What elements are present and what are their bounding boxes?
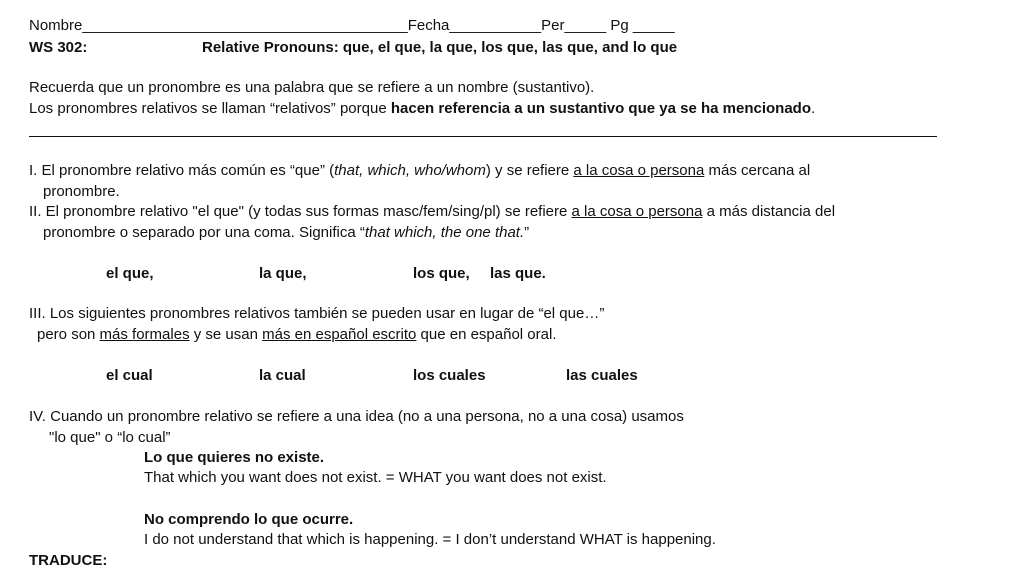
- form-las-cuales: las cuales: [566, 367, 638, 384]
- divider-line: [29, 136, 937, 137]
- form-la-cual: la cual: [259, 367, 306, 384]
- intro-line-2: [29, 99, 815, 119]
- section-4-line: IV. Cuando un pronombre relativo se refiere a una idea (no a una persona, no a una cosa) usamos: [29, 408, 684, 425]
- form-los-que: los que,: [413, 265, 470, 282]
- form-el-cual: el cual: [106, 367, 153, 384]
- section-2-continuation: [43, 223, 529, 243]
- section-1-line: [29, 161, 810, 181]
- intro-text: Los pronombres relativos se llaman “relativos” porque: [29, 100, 391, 117]
- intro-emphasis: hacen referencia a un sustantivo que ya se ha mencionado: [390, 100, 811, 117]
- s1-text-a: I. El pronombre relativo más común es “que” (: [29, 162, 335, 179]
- s1-underlined: a la cosa o persona: [573, 162, 705, 179]
- s3-text-c: que en español oral.: [416, 326, 557, 343]
- example-1-spanish: Lo que quieres no existe.: [144, 449, 325, 466]
- form-las-que: las que.: [490, 265, 546, 282]
- section-4-continuation: "lo que" o “lo cual”: [49, 429, 171, 446]
- traduce-heading: TRADUCE:: [29, 552, 108, 569]
- form-el-que: el que,: [106, 265, 154, 282]
- s1-text-b: ) y se refiere: [485, 162, 574, 179]
- s2-text-a: II. El pronombre relativo "el que" (y todas sus formas masc/fem/sing/pl) se refiere: [29, 203, 572, 220]
- example-1-english: That which you want does not exist. = WHAT you want does not exist.: [144, 469, 607, 486]
- name-date-period-line: Nombre_______________________________________Fecha___________Per_____ Pg _____: [29, 17, 675, 34]
- s3-underlined-1: más formales: [99, 326, 190, 343]
- section-2-line: [29, 202, 835, 222]
- s1-translation: that, which, who/whom: [334, 162, 486, 179]
- s2-cont-a: pronombre o separado por una coma. Significa “: [43, 224, 365, 241]
- form-los-cuales: los cuales: [413, 367, 486, 384]
- s2-underlined: a la cosa o persona: [571, 203, 703, 220]
- s1-text-c: más cercana al: [704, 162, 811, 179]
- intro-line-1: Recuerda que un pronombre es una palabra que se refiere a un nombre (sustantivo).: [29, 79, 595, 96]
- s3-text-b: y se usan: [189, 326, 263, 343]
- section-1-continuation: pronombre.: [43, 183, 120, 200]
- s2-cont-b: ”: [524, 224, 530, 241]
- worksheet-code: WS 302:: [29, 39, 88, 56]
- example-2-spanish: No comprendo lo que ocurre.: [144, 511, 354, 528]
- intro-period: .: [810, 100, 816, 117]
- section-3-line: III. Los siguientes pronombres relativos también se pueden usar en lugar de “el que…”: [29, 305, 605, 322]
- s2-text-b: a más distancia del: [702, 203, 836, 220]
- example-2-english: I do not understand that which is happening. = I don’t understand WHAT is happening.: [144, 531, 716, 548]
- worksheet-title: Relative Pronouns: que, el que, la que, los que, las que, and lo que: [202, 39, 678, 56]
- section-3-continuation: [37, 325, 556, 345]
- form-la-que: la que,: [259, 265, 307, 282]
- s3-text-a: pero son: [37, 326, 100, 343]
- s3-underlined-2: más en español escrito: [262, 326, 417, 343]
- s2-translation: that which, the one that.: [364, 224, 525, 241]
